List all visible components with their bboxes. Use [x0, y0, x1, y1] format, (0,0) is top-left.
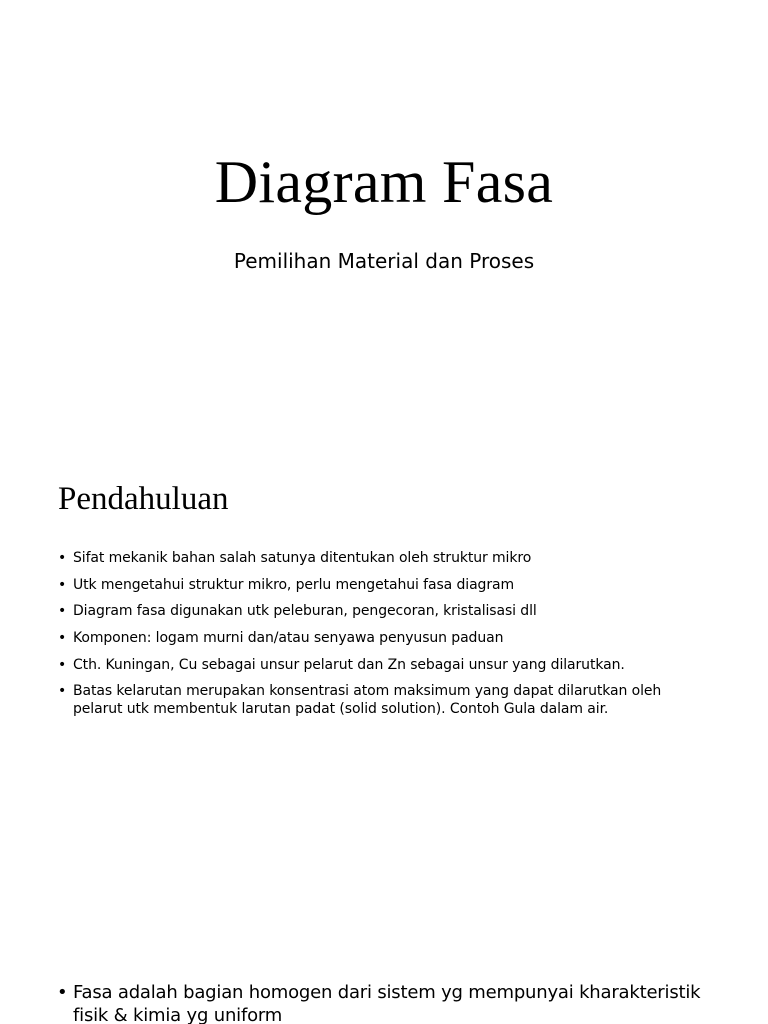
list-item-text: Diagram fasa digunakan utk peleburan, pengecoran, kristalisasi dll	[73, 603, 537, 620]
bullet-icon: •	[58, 550, 67, 566]
bullet-list	[58, 549, 708, 727]
list-item-text: Batas kelarutan merupakan konsentrasi atom maksimum yang dapat dilarutkan oleh pelarut utk membentuk larutan padat (solid solution). Contoh Gula dalam air.	[73, 683, 662, 718]
slide-title-heading: Diagram Fasa	[214, 149, 554, 215]
list-item-text: Utk mengetahui struktur mikro, perlu mengetahui fasa diagram	[73, 576, 515, 593]
slide-subtitle: Pemilihan Material dan Proses	[233, 249, 535, 273]
bullet-icon: •	[58, 656, 67, 673]
list-item	[58, 629, 708, 647]
list-item	[58, 656, 708, 674]
list-item	[58, 576, 708, 594]
slide-pendahuluan	[0, 432, 768, 864]
bullet-icon: •	[58, 630, 67, 647]
list-item	[58, 682, 708, 718]
slide-fasa	[0, 864, 768, 1024]
list-item	[58, 602, 708, 620]
bullet-icon: •	[58, 603, 67, 620]
list-item-text: Komponen: logam murni dan/atau senyawa penyusun paduan	[73, 630, 504, 647]
bullet-icon: •	[57, 982, 68, 1003]
list-item	[58, 549, 708, 567]
list-item-text: Sifat mekanik bahan salah satunya ditentukan oleh struktur mikro	[73, 550, 532, 566]
slide-title	[0, 0, 768, 432]
list-item	[57, 981, 722, 1024]
list-item-text: Fasa adalah bagian homogen dari sistem yg mempunyai kharakteristik fisik & kimia yg uniform	[73, 982, 701, 1024]
bullet-icon: •	[58, 576, 67, 593]
bullet-icon: •	[58, 683, 67, 700]
slide-heading: Pendahuluan	[58, 481, 229, 517]
bullet-list	[57, 981, 722, 1024]
list-item-text: Cth. Kuningan, Cu sebagai unsur pelarut dan Zn sebagai unsur yang dilarutkan.	[73, 656, 625, 673]
